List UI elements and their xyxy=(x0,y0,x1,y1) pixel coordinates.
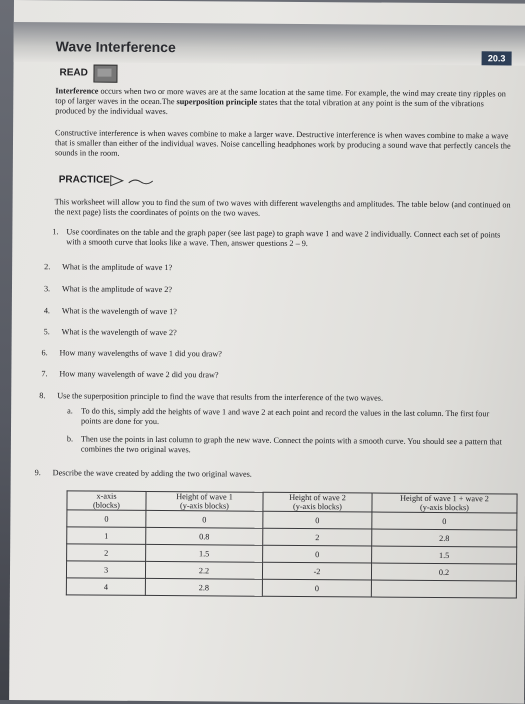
page-title: Wave Interference xyxy=(55,38,176,56)
wave-coordinates-table xyxy=(66,490,518,598)
question-1: Use coordinates on the table and the graph paper (see last page) to graph wave 1 and wave 2 individually. Connect each set of points with a smooth curve that looks like a wave. Then, answer questions 2 – 9. xyxy=(66,227,501,249)
read-paragraph-1: Interference occurs when two or more waves are at the same location at the same time. For example, the wind may create tiny ripples on top of larger waves in the ocean.The superposition principle states that the total vibration at any point is the sum of the vibrations produced by the individual waves. xyxy=(55,86,506,117)
question-3: What is the amplitude of wave 2? xyxy=(61,284,173,295)
header-wave-2: Height of wave 2 (y-axis blocks) xyxy=(263,492,372,512)
header-wave-sum: Height of wave 1 + wave 2 (y-axis blocks) xyxy=(372,493,517,513)
question-8: Use the superposition principle to find the wave that results from the interference of the two waves. xyxy=(57,391,384,403)
header-wave-1: Height of wave 1 (y-axis blocks) xyxy=(146,491,263,511)
table-cell: 2.8 xyxy=(145,578,262,596)
question-7: How many wavelength of wave 2 did you draw? xyxy=(59,369,219,380)
question-4: What is the wavelength of wave 1? xyxy=(61,306,177,317)
question-8b: Then use the points in last column to graph the new wave. Connect the points with a smooth curve. You should see a pattern that combines the two original waves. xyxy=(80,434,502,455)
table-cell xyxy=(371,580,516,598)
q3-number: 3. xyxy=(43,284,51,294)
table-cell: 3 xyxy=(66,561,145,579)
q6-number: 6. xyxy=(41,348,48,358)
section-badge: 20.3 xyxy=(482,51,512,65)
q9-number: 9. xyxy=(34,468,41,478)
practice-label: PRACTICE xyxy=(58,174,110,186)
question-5: What is the wavelength of wave 2? xyxy=(61,327,177,338)
table-cell: 1.5 xyxy=(372,546,517,564)
table-cell: 0.2 xyxy=(371,563,516,581)
q8b-letter: b. xyxy=(66,434,74,444)
table-cell: 0 xyxy=(263,545,372,563)
practice-intro: This worksheet will allow you to find the sum of two waves with different wavelengths and amplitudes. The table below (and continued on the next page) lists the coordinates of points on the two waves. xyxy=(54,197,511,218)
q8-number: 8. xyxy=(39,391,46,401)
table-cell: 2 xyxy=(263,528,372,546)
book-icon xyxy=(93,65,117,83)
table-cell: 0 xyxy=(372,512,517,530)
table-cell: -2 xyxy=(262,562,371,580)
question-8a: To do this, simply add the heights of wave 1 and wave 2 at each point and record the values in the last column. The first four points are done for you. xyxy=(81,406,490,427)
q7-number: 7. xyxy=(41,369,48,379)
question-9: Describe the wave created by adding the two original waves. xyxy=(52,468,252,479)
table-cell: 2.2 xyxy=(145,561,262,579)
table-cell: 0 xyxy=(262,579,371,597)
header-x-axis: x-axis (blocks) xyxy=(67,491,146,511)
question-6: How many wavelengths of wave 1 did you draw? xyxy=(59,348,222,359)
question-2: What is the amplitude of wave 1? xyxy=(62,262,173,273)
table-cell: 0 xyxy=(263,511,372,529)
pencil-arrow-icon xyxy=(109,174,169,188)
table-cell: 0 xyxy=(146,510,263,528)
table-cell: 0.8 xyxy=(146,527,263,545)
table-cell: 4 xyxy=(66,578,145,596)
table-row xyxy=(66,578,516,598)
table-cell: 2 xyxy=(67,544,146,562)
table-cell: 1 xyxy=(67,527,146,545)
q2-number: 2. xyxy=(44,262,51,272)
read-paragraph-2: Constructive interference is when waves combine to make a larger wave. Destructive interference is when waves combine to make a wave that is smaller than either of the individual waves. Noise cancelling headphones work by producing a sound wave that perfectly cancels the sounds in the room. xyxy=(54,128,511,158)
table-cell: 2.8 xyxy=(372,529,517,547)
worksheet-page xyxy=(9,0,525,704)
read-label: READ xyxy=(59,67,88,79)
q5-number: 5. xyxy=(43,327,50,337)
q8a-letter: a. xyxy=(67,406,73,416)
q1-number: 1. xyxy=(52,227,59,237)
q4-number: 4. xyxy=(43,306,51,316)
table-cell: 1.5 xyxy=(146,544,263,562)
table-cell: 0 xyxy=(67,510,146,528)
